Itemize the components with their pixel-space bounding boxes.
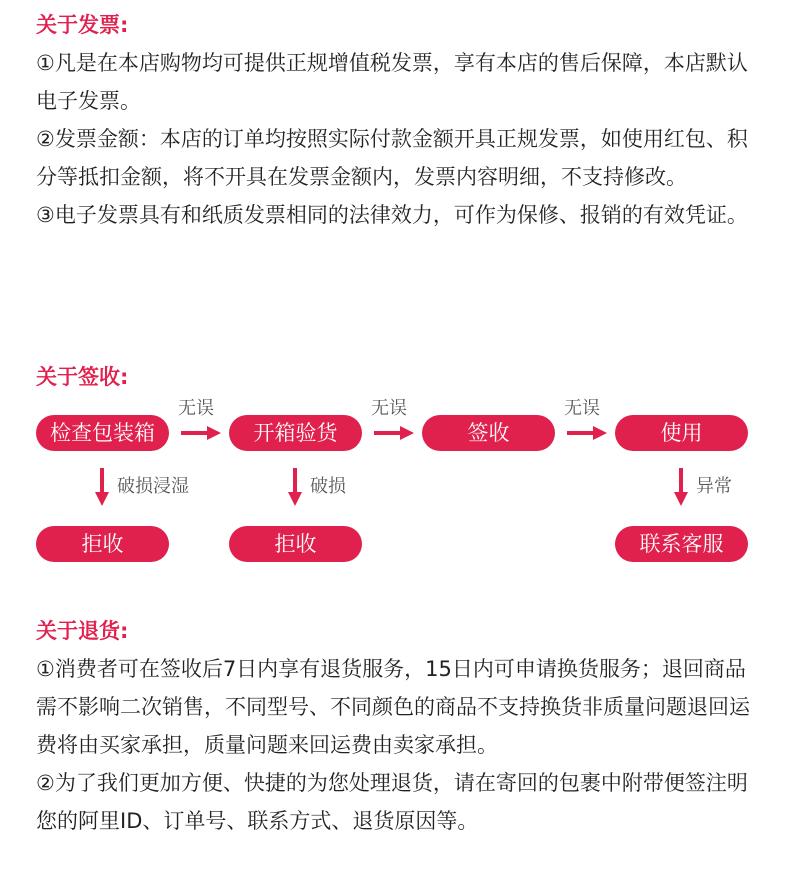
step-sign: 签收 (422, 415, 555, 451)
arrow-label-2: 无误 (371, 398, 407, 419)
down-arrow-2 (288, 468, 302, 506)
right-arrow-2 (374, 426, 414, 440)
down-arrow-3 (674, 468, 688, 506)
step-unbox-check: 开箱验货 (229, 415, 362, 451)
down-arrow-1 (95, 468, 109, 506)
invoice-paragraph-3: ③电子发票具有和纸质发票相同的法律效力，可作为保修、报销的有效凭证。 (36, 203, 748, 227)
right-arrow-1 (181, 426, 221, 440)
returns-title: 关于退货: (36, 619, 129, 643)
outcome-reject-1: 拒收 (36, 526, 169, 562)
outcome-contact-service: 联系客服 (615, 526, 748, 562)
arrow-label-3: 无误 (564, 398, 600, 419)
returns-paragraph-2: ②为了我们更加方便、快捷的为您处理退货，请在寄回的包裹中附带便签注明您的阿里ID、订单号、联系方式、退货原因等。 (36, 771, 748, 833)
invoice-paragraph-2: ②发票金额：本店的订单均按照实际付款金额开具正规发票，如使用红包、积分等抵扣金额，将不开具在发票金额内，发票内容明细，不支持修改。 (36, 127, 748, 189)
invoice-paragraph-1: ①凡是在本店购物均可提供正规增值税发票，享有本店的售后保障，本店默认电子发票。 (36, 51, 748, 113)
arrow-label-1: 无误 (178, 398, 214, 419)
returns-paragraph-1: ①消费者可在签收后7日内享有退货服务，15日内可申请换货服务；退回商品需不影响二次销售，不同型号、不同颜色的商品不支持换货非质量问题退回运费将由买家承担，质量问题来回运费由卖家承担。 (36, 657, 750, 757)
invoice-title: 关于发票: (36, 13, 129, 37)
step-use: 使用 (615, 415, 748, 451)
invoice-text (36, 44, 766, 234)
down-label-1: 破损浸湿 (117, 476, 189, 497)
step-inspect-package: 检查包装箱 (36, 415, 169, 451)
returns-text (36, 650, 766, 840)
receipt-title: 关于签收: (36, 365, 129, 389)
down-label-3: 异常 (696, 476, 732, 497)
down-label-2: 破损 (310, 476, 346, 497)
right-arrow-3 (567, 426, 607, 440)
outcome-reject-2: 拒收 (229, 526, 362, 562)
